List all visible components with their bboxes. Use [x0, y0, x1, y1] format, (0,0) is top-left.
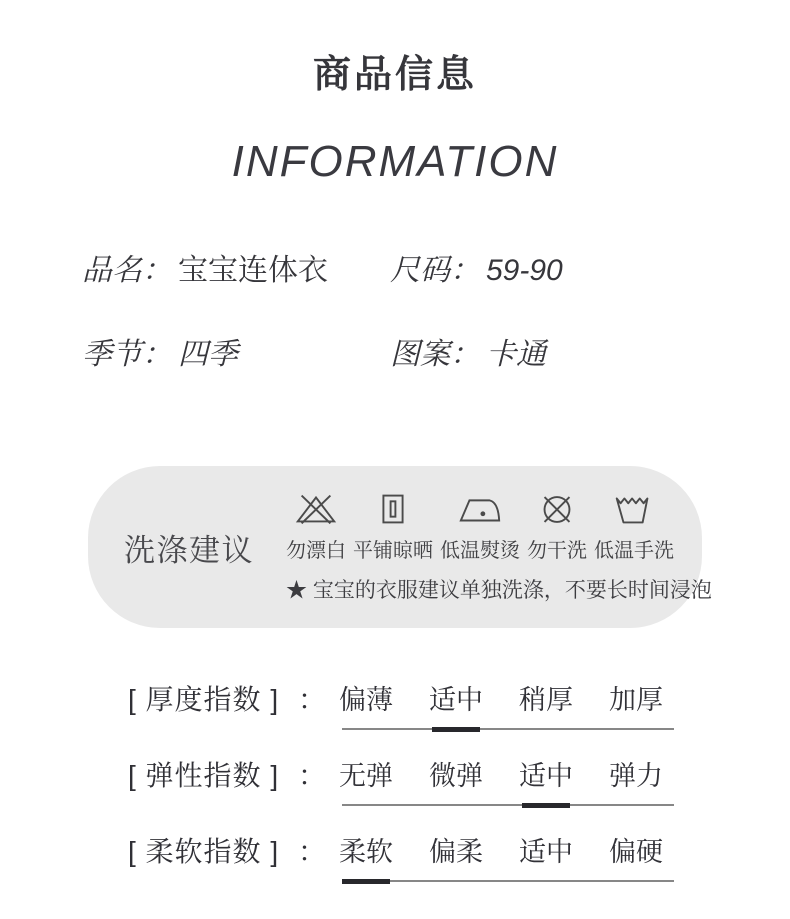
index-colon: ： [298, 836, 327, 867]
field-label: 品名： [82, 254, 172, 287]
page-title-en: INFORMATION [231, 137, 559, 186]
field-product-name [82, 252, 390, 290]
index-option: 无弹 [339, 761, 394, 791]
selected-marker [522, 803, 570, 808]
index-option: 偏薄 [339, 685, 394, 715]
index-label: [ 柔软指数 ] [128, 836, 280, 867]
index-row-thickness [128, 682, 790, 730]
no-bleach-icon [293, 490, 339, 528]
index-scale [338, 682, 664, 730]
index-scale [338, 758, 664, 806]
index-section [128, 682, 790, 882]
field-value: 宝宝连体衣 [178, 254, 328, 287]
field-size [390, 252, 790, 290]
field-season [82, 336, 390, 374]
hand-wash-icon [611, 490, 657, 528]
field-label: 图案： [390, 338, 480, 371]
index-row-elasticity [128, 758, 790, 806]
care-item-hand-wash [594, 490, 674, 563]
care-item-low-temp-iron [440, 490, 520, 563]
care-caption: 勿漂白 [286, 540, 346, 562]
selected-marker [342, 879, 390, 884]
index-scale [338, 834, 664, 882]
field-value: 59-90 [486, 254, 563, 287]
scale-line [342, 804, 674, 806]
scale-line [342, 880, 674, 882]
index-option: 加厚 [609, 685, 664, 715]
care-item-dry-flat [353, 490, 433, 563]
index-colon: ： [298, 684, 327, 715]
care-caption: 低温熨烫 [440, 540, 520, 562]
field-label: 尺码： [390, 254, 480, 287]
field-label: 季节： [82, 338, 172, 371]
index-option: 柔软 [339, 837, 394, 867]
care-item-no-dry-clean [527, 490, 587, 563]
field-value: 卡通 [486, 338, 546, 371]
index-options [338, 682, 664, 718]
care-note: ★ 宝宝的衣服建议单独洗涤，不要长时间浸泡 [286, 579, 712, 602]
care-details [286, 490, 712, 604]
index-option: 适中 [429, 685, 484, 715]
index-row-softness [128, 834, 790, 882]
index-option: 偏硬 [609, 837, 664, 867]
index-option: 偏柔 [429, 837, 484, 867]
index-option: 弹力 [609, 761, 664, 791]
care-icon-row [286, 490, 674, 563]
index-option: 适中 [519, 761, 574, 791]
care-section [88, 466, 712, 628]
field-pattern [390, 336, 790, 374]
field-value: 四季 [178, 338, 238, 371]
care-item-no-bleach [286, 490, 346, 563]
product-fields [0, 252, 790, 374]
care-caption: 勿干洗 [527, 540, 587, 562]
care-caption: 平铺晾晒 [353, 540, 433, 562]
selected-marker [432, 727, 480, 732]
index-label: [ 弹性指数 ] [128, 760, 280, 791]
index-label: [ 厚度指数 ] [128, 684, 280, 715]
care-caption: 低温手洗 [594, 540, 674, 562]
index-colon: ： [298, 760, 327, 791]
low-temp-iron-icon [457, 490, 503, 528]
scale-line [342, 728, 674, 730]
no-dry-clean-icon [534, 490, 580, 528]
index-options [338, 758, 664, 794]
page-title-cn: 商品信息 [312, 54, 477, 96]
index-option: 微弹 [429, 761, 484, 791]
dry-flat-icon [370, 490, 416, 528]
index-options [338, 834, 664, 870]
index-option: 稍厚 [519, 685, 574, 715]
index-option: 适中 [519, 837, 574, 867]
care-section-title: 洗涤建议 [124, 532, 254, 568]
